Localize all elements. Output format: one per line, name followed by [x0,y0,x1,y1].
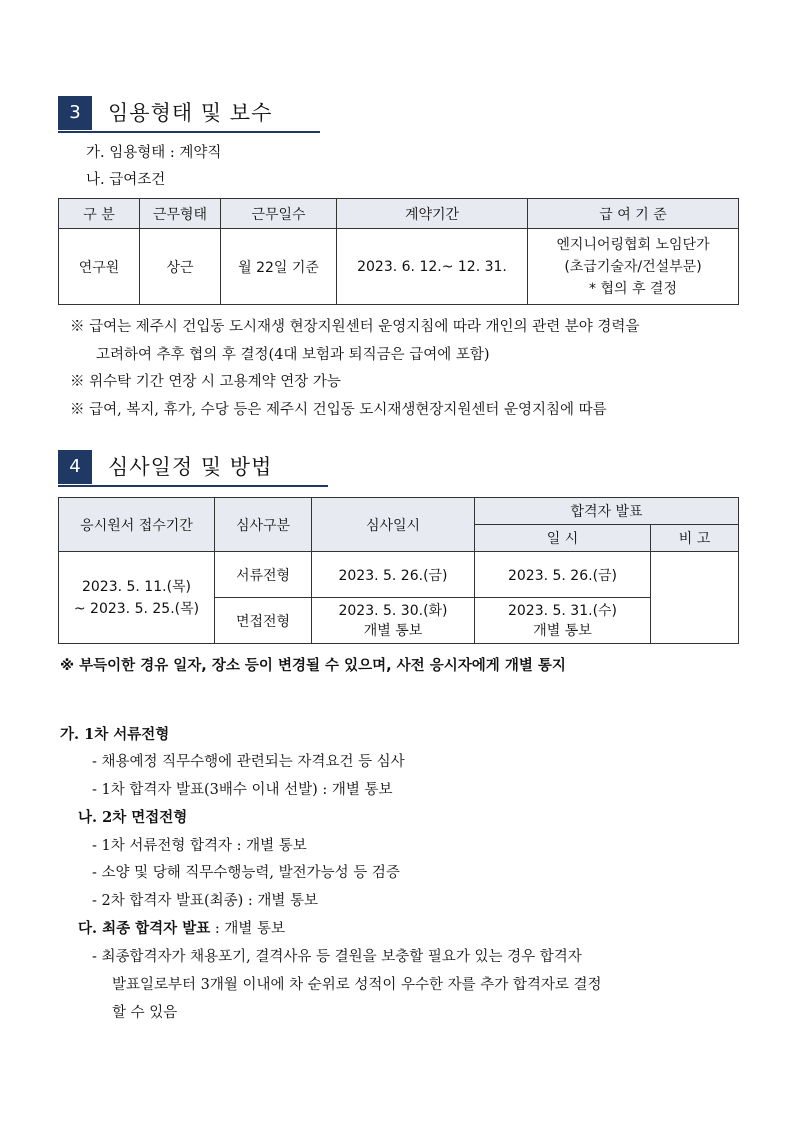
step-c-suffix: : 개별 통보 [210,921,285,937]
schedule-header-remark: 비 고 [651,525,739,552]
pay-line: * 협의 후 결정 [589,280,677,297]
section-3-header [58,96,320,130]
pay-note: ※ 급여는 제주시 건입동 도시재생 현장지원센터 운영지침에 따라 개인의 관련 분야 경력을 [70,319,640,335]
schedule-warning: ※ 부득이한 경유 일자, 장소 등이 변경될 수 있으며, 사전 응시자에게 개별 통지 [60,658,566,674]
pay-conditions-label: 나. 급여조건 [86,172,166,188]
step-b-item: - 소양 및 당해 직무수행능력, 발전가능성 등 검증 [92,865,400,881]
section-4-number: 4 [58,450,92,484]
pay-header-work-days: 근무일수 [221,199,337,229]
apply-period-start: 2023. 5. 11.(목) [81,578,192,595]
step-a-title: 가. 1차 서류전형 [60,726,170,743]
schedule-announce-date [475,598,651,644]
schedule-type: 서류전형 [215,552,312,598]
step-b-title: 나. 2차 면접전형 [78,809,188,826]
pay-cell-pay-standard [528,229,739,305]
schedule-apply-period [59,552,215,644]
step-c-item: 발표일로부터 3개월 이내에 차 순위로 성적이 우수한 자를 추가 합격자로 결정 [112,977,602,993]
pay-cell-work-days: 월 22일 기준 [221,229,337,305]
section-4-header [58,450,328,484]
pay-cell-work-type: 상근 [140,229,221,305]
schedule-table [58,497,739,644]
pay-cell-category: 연구원 [59,229,140,305]
pay-header-pay-standard: 급 여 기 준 [528,199,739,229]
schedule-header-date: 심사일시 [312,498,475,552]
pay-line: 엔지니어링협회 노임단가 [556,236,710,253]
pay-header-contract-period: 계약기간 [337,199,528,229]
apply-period-end: ~ 2023. 5. 25.(목) [73,600,200,617]
pay-table [58,198,739,305]
section-4-underline [58,485,328,487]
schedule-date: 2023. 5. 26.(금) [312,552,475,598]
section-4-title: 심사일정 및 방법 [108,455,273,479]
pay-note: 고려하여 추후 협의 후 결정(4대 보험과 퇴직금은 급여에 포함) [96,347,490,363]
pay-note: ※ 위수탁 기간 연장 시 고용계약 연장 가능 [70,374,341,390]
schedule-header-type: 심사구분 [215,498,312,552]
pay-header-work-type: 근무형태 [140,199,221,229]
schedule-date [312,598,475,644]
employment-type: 가. 임용형태 : 계약직 [86,145,222,161]
schedule-date-line: 2023. 5. 30.(화) [338,602,448,619]
step-c-heading [78,919,285,939]
schedule-announce-date: 2023. 5. 26.(금) [475,552,651,598]
announce-date-note: 개별 통보 [533,622,592,639]
pay-cell-contract-period: 2023. 6. 12.~ 12. 31. [337,229,528,305]
step-c-item: 할 수 있음 [112,1005,178,1021]
pay-note: ※ 급여, 복지, 휴가, 수당 등은 제주시 건입동 도시재생현장지원센터 운영지침에 따름 [70,402,607,418]
pay-line: (초급기술자/건설부문) [564,258,702,275]
step-b-item: - 2차 합격자 발표(최종) : 개별 통보 [92,893,319,909]
step-c-item: - 최종합격자가 채용포기, 결격사유 등 결원을 보충할 필요가 있는 경우 합격자 [92,949,582,965]
step-b-item: - 1차 서류전형 합격자 : 개별 통보 [92,838,307,854]
section-3-title: 임용형태 및 보수 [108,101,273,125]
announce-date-line: 2023. 5. 31.(수) [507,602,618,619]
schedule-header-announce: 합격자 발표 [475,498,739,525]
schedule-type: 면접전형 [215,598,312,644]
schedule-header-apply: 응시원서 접수기간 [59,498,215,552]
step-c-title: 다. 최종 합격자 발표 [78,920,211,937]
step-a-item: - 채용예정 직무수행에 관련되는 자격요건 등 심사 [92,754,405,770]
schedule-date-note: 개별 통보 [363,622,423,639]
section-3-number: 3 [58,96,92,130]
step-a-item: - 1차 합격자 발표(3배수 이내 선발) : 개별 통보 [92,782,393,798]
pay-header-category: 구 분 [59,199,140,229]
schedule-header-announce-date: 일 시 [475,525,651,552]
schedule-remark [651,552,739,644]
section-3-underline [58,131,320,133]
